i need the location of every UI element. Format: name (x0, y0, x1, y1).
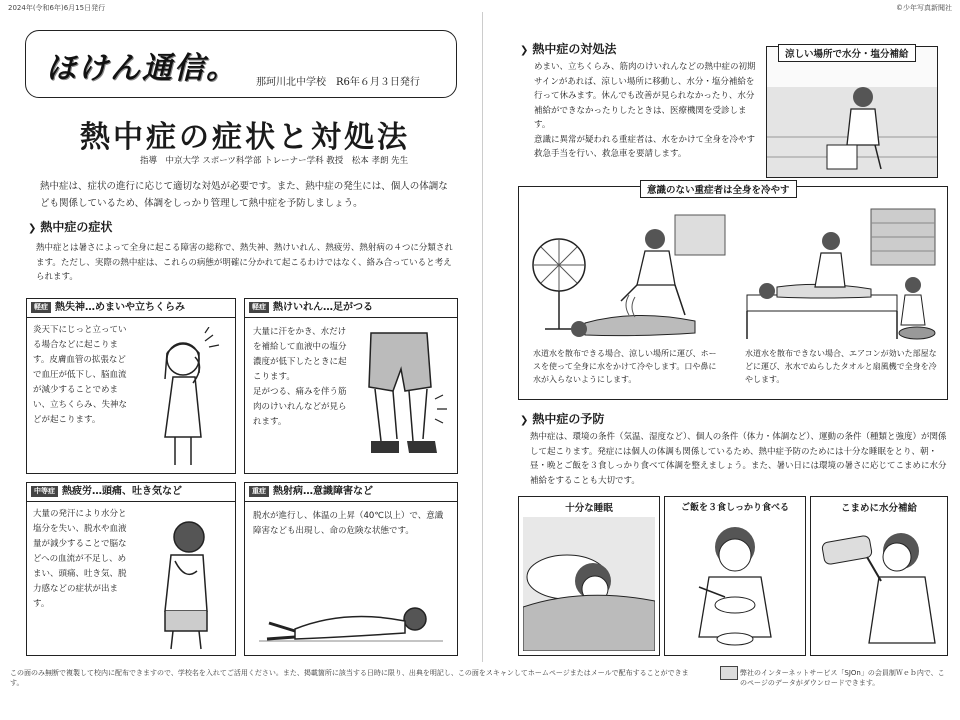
footer-download-note: 弊社のインターネットサービス「SJOn」の会員制Ｗｅｂ内で、このページのデータがダウンロードできます。 (740, 669, 945, 687)
panel-title: 十分な睡眠 (565, 503, 613, 514)
severity-tag: 軽症 (249, 302, 269, 313)
symptom-box-header (27, 483, 235, 502)
treatment-body: めまい、立ちくらみ、筋肉のけいれんなどの熱中症の初期サインがあれば、涼しい場所に移動し、水分・塩分補給を行って休みます。休んでも改善が見られなかったり、水分補給ができなかったりしたときは、医療機関を受診します。 意識に異常が疑われる重症者は、水をかけて全身を冷やす救急手当を行い、救急車を要請します。 (534, 62, 756, 159)
symptom-box-heat-stroke (244, 482, 458, 656)
symptom-box-heat-syncope (26, 298, 236, 474)
symptom-box-header (27, 299, 235, 318)
symptom-box-header (245, 483, 457, 502)
ice-towel-cooling-illustration (741, 205, 941, 345)
sjon-logo (720, 666, 738, 680)
center-fold (482, 12, 483, 662)
intro-text: 熱中症は、症状の進行に応じて適切な対処が必要です。また、熱中症の発生には、個人の体調なども関係しているため、体調をしっかり管理して熱中症を予防しましょう。 (40, 181, 448, 209)
symptoms-body: 熱中症とは暑さによって全身に起こる障害の総称で、熱失神、熱けいれん、熱疲労、熱射病の４つに分類されます。ただし、実際の熱中症は、これらの病態が明確に分かれて起こるわけではなく、絡み合っていると考えられます。 (36, 243, 453, 282)
masthead-meta: 那珂川北中学校 R6年６月３日発行 (256, 77, 420, 88)
symptom-text: 脱水が進行し、体温の上昇（40℃以上）で、意識障害なども出現し、命の危険な状態です。 (253, 511, 444, 536)
symptom-text: 炎天下にじっと立っている場合などに起こります。皮膚血管の拡張などで血圧が低下し、脳血流が減少することでめまい、立ちくらみ、失神などが起こります。 (33, 325, 128, 425)
symptom-title: 熱失神…めまいや立ちくらみ (55, 302, 185, 313)
cooling-label: 意識のない重症者は全身を冷やす (640, 180, 797, 198)
dizzy-girl-illustration (135, 327, 231, 467)
cooling-panel (518, 186, 948, 400)
masthead (25, 30, 457, 98)
collapsed-person-illustration (255, 579, 447, 649)
publisher: ©少年写真新聞社 (896, 4, 952, 12)
symptom-text: 大量に汗をかき、水だけを補給して血液中の塩分濃度が低下したときに起こります。 足がつる、痛みを伴う筋肉のけいれんなどが見られます。 (253, 327, 347, 427)
leg-cramp-illustration (357, 329, 449, 467)
symptom-text: 大量の発汗により水分と塩分を失い、脱水や血液量が減少することで脳などへの血流が不足し、めまい、頭痛、吐き気、脱力感などの症状が出ます。 (33, 509, 127, 609)
symptom-box-heat-exhaustion (26, 482, 236, 656)
severity-tag: 重症 (249, 486, 269, 497)
author-credit: 指導 中京大学 スポーツ科学部 トレーナー学科 教授 松本 孝朗 先生 (140, 156, 409, 166)
treatment-heading: ❯ 熱中症の対処法 (520, 40, 616, 57)
eating-boy-illustration (669, 517, 801, 651)
cooling-caption-right: 水道水を散布できない場合、エアコンが効いた部屋などに運び、氷水でぬらしたタオルと扇風機で全身を冷やします。 (745, 349, 937, 384)
drinking-boy-illustration (815, 517, 943, 651)
symptom-title: 熱射病…意識障害など (273, 486, 373, 497)
masthead-title: ほけん通信。 (46, 51, 238, 86)
cooling-caption-left: 水道水を散布できる場合、涼しい場所に運び、ホースを使って全身に水をかけて冷やします。口や鼻に水が入らないようにします。 (533, 349, 717, 384)
severity-tag: 中等症 (31, 486, 58, 497)
issue-date: 2024年(令和6年)6月15日発行 (8, 4, 106, 12)
symptoms-heading: ❯ 熱中症の症状 (28, 218, 112, 235)
article-title: 熱中症の症状と対処法 (80, 120, 410, 155)
symptom-box-header (245, 299, 457, 318)
severity-tag: 軽症 (31, 302, 51, 313)
nauseous-boy-illustration (135, 511, 231, 651)
rest-illustration-frame (766, 46, 938, 178)
panel-title: こまめに水分補給 (840, 503, 917, 514)
prevention-body: 熱中症は、環境の条件（気温、湿度など）、個人の条件（体力・体調など）、運動の条件（種類と強度）が関係して起こります。発症には個人の体調も関係しているため、熱中症予防のためには十分な睡眠をとり、朝・昼・晩とご飯を３食しっかり食べて体調を整えましょう。また、暑い日には環境の暑さに応じてこまめに水分補給をすることも大切です。 (530, 432, 947, 486)
symptom-title: 熱疲労…頭痛、吐き気など (62, 486, 182, 497)
prevention-heading: ❯ 熱中症の予防 (520, 410, 604, 427)
prevention-panel-sleep (518, 496, 660, 656)
sleeping-boy-illustration (523, 517, 655, 651)
resting-person-illustration (767, 47, 937, 177)
rest-label: 涼しい場所で水分・塩分補給 (778, 44, 916, 62)
symptom-box-heat-cramps (244, 298, 458, 474)
footer-notice: この面のみ無断で複製して校内に配布できますので、学校名を入れてご活用ください。また、掲載箇所に該当する日時に限り、出典を明記し、この面をスキャンしてホームページまたはメールで配布することができます。 (10, 669, 689, 687)
prevention-panel-hydration (810, 496, 948, 656)
panel-title: ご飯を３食しっかり食べる (680, 503, 789, 513)
hose-cooling-illustration (525, 205, 731, 345)
prevention-panel-meals (664, 496, 806, 656)
symptom-title: 熱けいれん…足がつる (273, 302, 373, 313)
